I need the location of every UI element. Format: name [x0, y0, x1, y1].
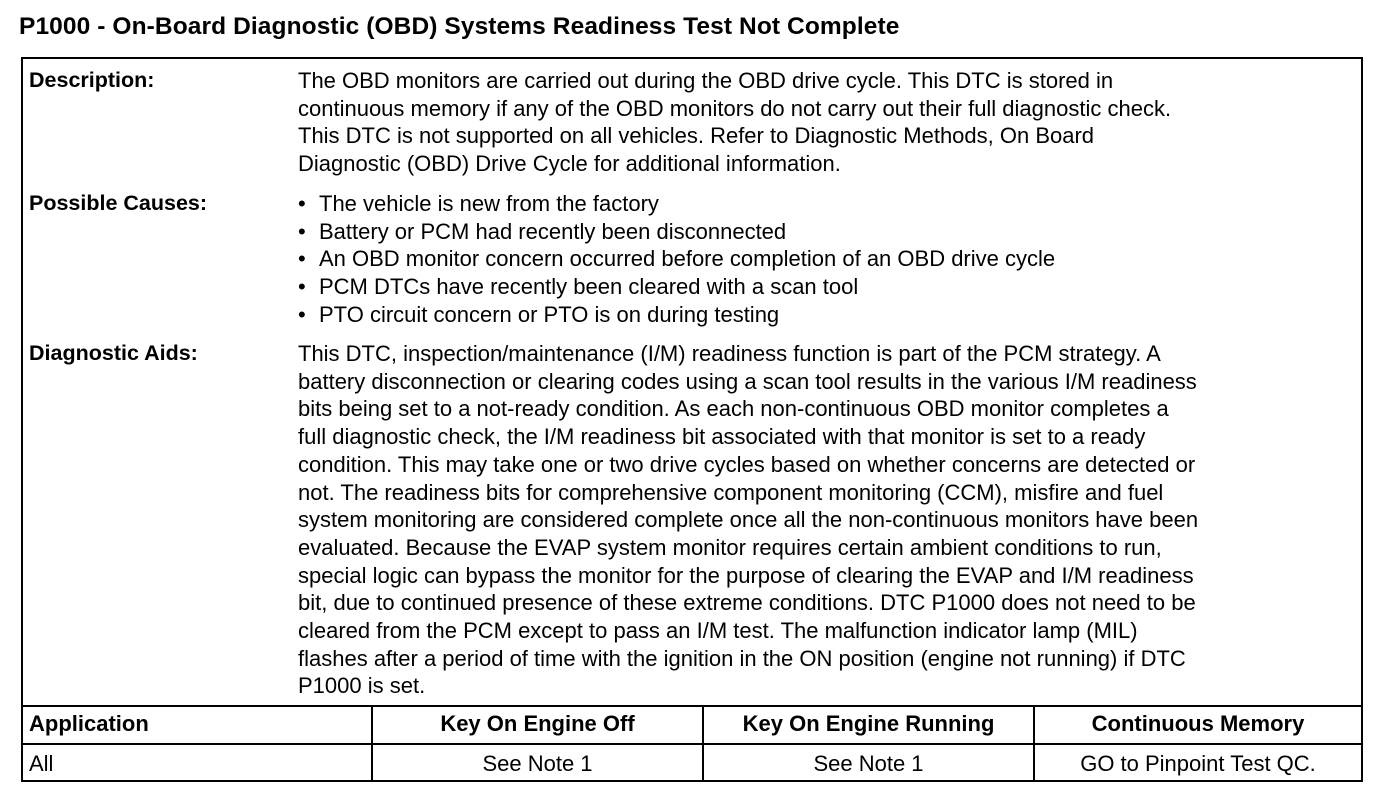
table-cell-application: All: [29, 751, 54, 776]
description-line: The OBD monitors are carried out during the OBD drive cycle. This DTC is stored in: [298, 68, 1114, 93]
diagnostic-aids-line: battery disconnection or clearing codes using a scan tool results in the various I/M readiness: [298, 368, 1197, 394]
table-cell-continuous-memory: GO to Pinpoint Test QC.: [1080, 751, 1316, 776]
page-title: P1000 - On-Board Diagnostic (OBD) Systems Readiness Test Not Complete: [19, 13, 900, 40]
table-header-key-on-engine-off: Key On Engine Off: [440, 711, 635, 736]
diagnostic-aids-line: P1000 is set.: [298, 673, 426, 699]
description-label: Description:: [29, 68, 155, 92]
diagnostic-aids-line: bit, due to continued presence of these extreme conditions. DTC P1000 does not need to be: [298, 590, 1196, 616]
possible-causes-label: Possible Causes:: [29, 191, 208, 215]
table-cell-koeo: See Note 1: [482, 751, 593, 776]
diagnostic-aids-line: evaluated. Because the EVAP system monitor requires certain ambient conditions to run,: [298, 534, 1162, 560]
diagnostic-aids-line: system monitoring are considered complete once all the non-continuous monitors have been: [298, 507, 1199, 533]
list-item: • An OBD monitor concern occurred before completion of an OBD drive cycle: [298, 245, 1055, 273]
table-divider-middle: [21, 743, 1363, 745]
list-item: • The vehicle is new from the factory: [298, 190, 1055, 218]
table-header-key-on-engine-running: Key On Engine Running: [742, 711, 995, 736]
diagnostic-aids-line: flashes after a period of time with the ignition in the ON position (engine not running) if DTC: [298, 645, 1186, 671]
diagnostic-aids-line: not. The readiness bits for comprehensive component monitoring (CCM), misfire and fuel: [298, 479, 1164, 505]
diagnostic-aids-line: This DTC, inspection/maintenance (I/M) readiness function is part of the PCM strategy. A: [298, 341, 1161, 366]
list-item: • PTO circuit concern or PTO is on during testing: [298, 301, 1055, 329]
diagnostic-aids-line: condition. This may take one or two drive cycles based on whether concerns are detected or: [298, 451, 1196, 477]
description-line: Diagnostic (OBD) Drive Cycle for additional information.: [298, 151, 841, 177]
table-header-application: Application: [29, 711, 149, 736]
diagnostic-aids-label: Diagnostic Aids:: [29, 341, 198, 365]
diagnostic-aids-text: [298, 340, 1198, 700]
description-text: [298, 67, 1171, 178]
table-cell-koer: See Note 1: [813, 751, 924, 776]
diagnostic-aids-line: bits being set to a not-ready condition. As each non-continuous OBD monitor completes a: [298, 396, 1169, 422]
diagnostic-aids-line: full diagnostic check, the I/M readiness bit associated with that monitor is set to a ready: [298, 424, 1146, 450]
list-item: • PCM DTCs have recently been cleared with a scan tool: [298, 273, 1055, 301]
table-header-continuous-memory: Continuous Memory: [1091, 711, 1305, 736]
description-line: continuous memory if any of the OBD monitors do not carry out their full diagnostic check.: [298, 95, 1172, 121]
diagnostic-aids-line: cleared from the PCM except to pass an I/M test. The malfunction indicator lamp (MIL): [298, 618, 1138, 644]
diagnostic-aids-line: special logic can bypass the monitor for the purpose of clearing the EVAP and I/M readiness: [298, 562, 1194, 588]
table-divider-top: [21, 705, 1363, 707]
description-line: This DTC is not supported on all vehicles. Refer to Diagnostic Methods, On Board: [298, 123, 1095, 149]
list-item: • Battery or PCM had recently been disconnected: [298, 218, 1055, 246]
possible-causes-list: [298, 190, 1055, 329]
